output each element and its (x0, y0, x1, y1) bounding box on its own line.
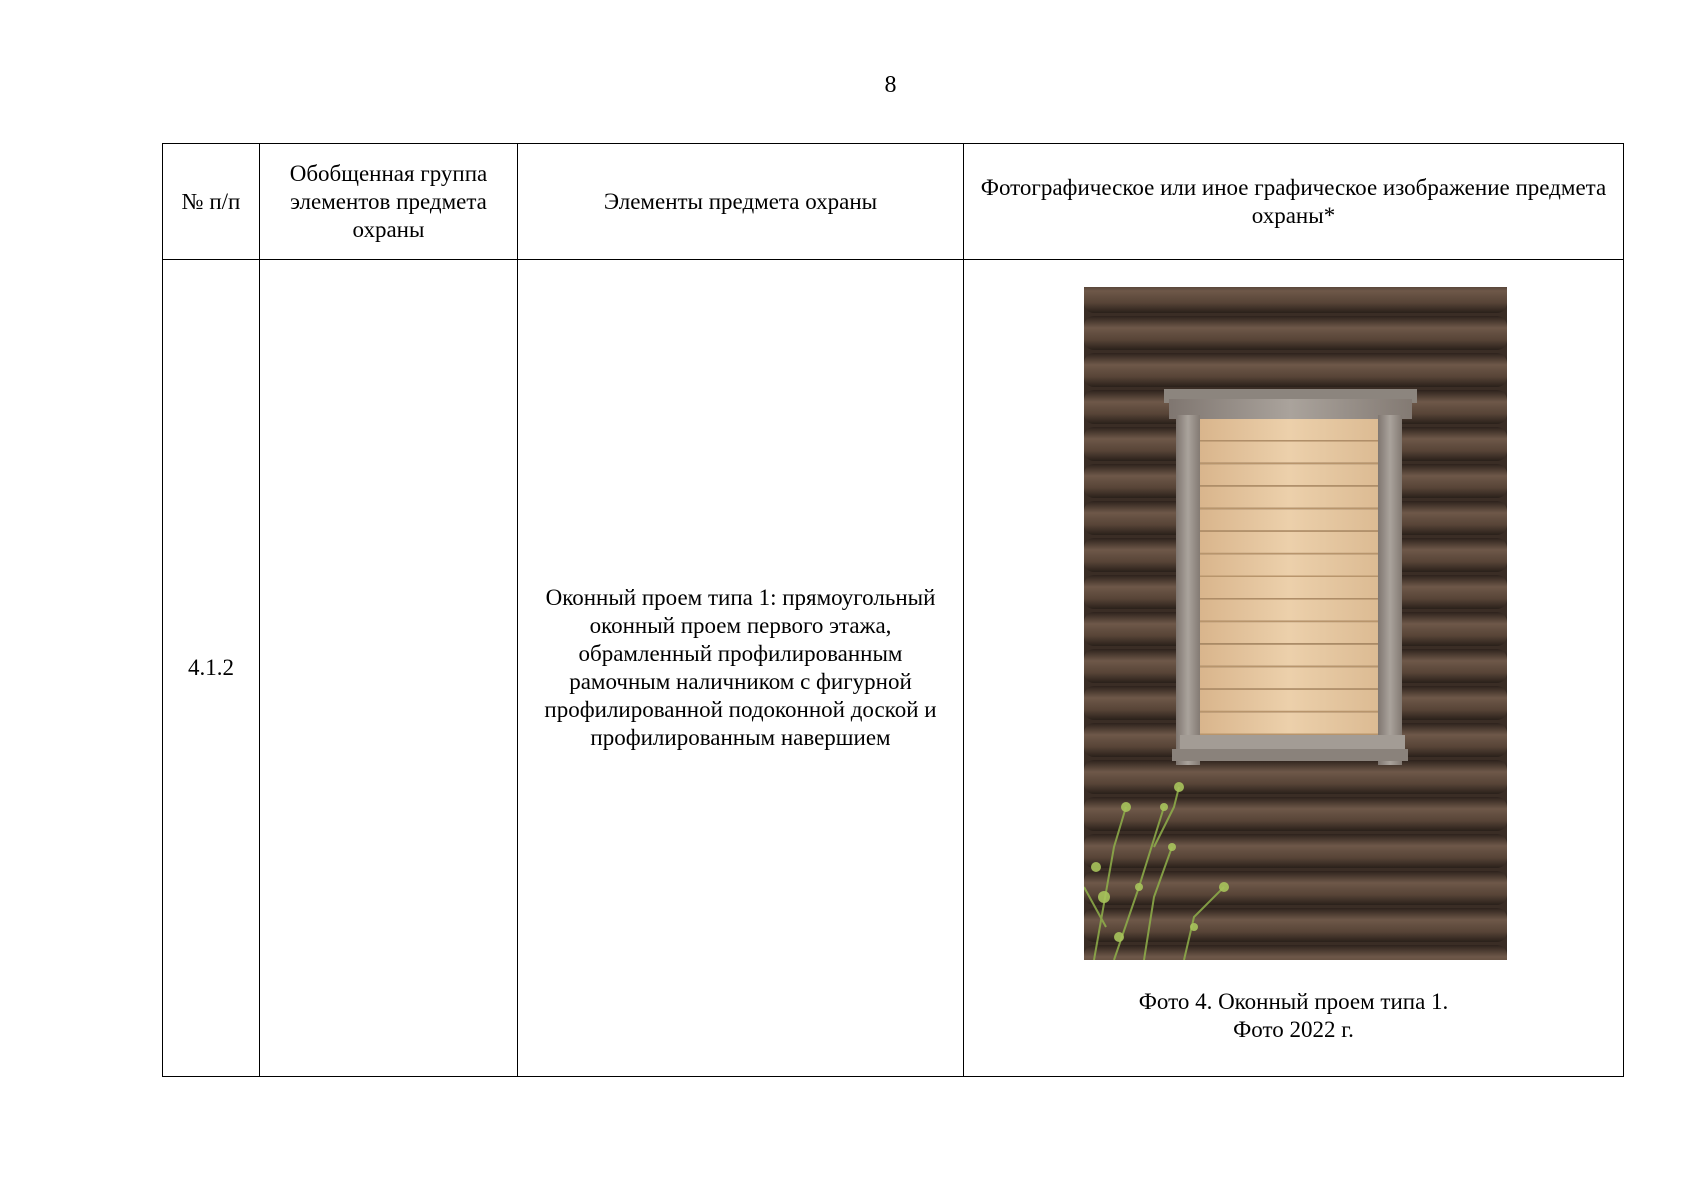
row-group (260, 260, 518, 1077)
window-photo (1084, 287, 1507, 960)
header-number: № п/п (163, 144, 260, 260)
page-number: 8 (884, 72, 897, 98)
photo-caption-line2: Фото 2022 г. (1233, 1017, 1354, 1042)
header-elements: Элементы предмета охраны (518, 144, 964, 260)
row-number: 4.1.2 (163, 260, 260, 1077)
row-photo-cell (964, 260, 1624, 1077)
photo-caption (964, 988, 1623, 1044)
header-image: Фотографическое или иное графическое изображение предмета охраны* (964, 144, 1624, 260)
protection-table (162, 143, 1624, 1077)
table-header-row (163, 144, 1624, 260)
row-element-description: Оконный проем типа 1: прямоугольный оконный проем первого этажа, обрамленный профилированным рамочным наличником с фигурной профилированной подоконной доской и профилированным навершием (518, 260, 964, 1077)
photo-caption-line1: Фото 4. Оконный проем типа 1. (1138, 989, 1449, 1014)
header-group: Обобщенная группа элементов предмета охраны (260, 144, 518, 260)
table-row (163, 260, 1624, 1077)
